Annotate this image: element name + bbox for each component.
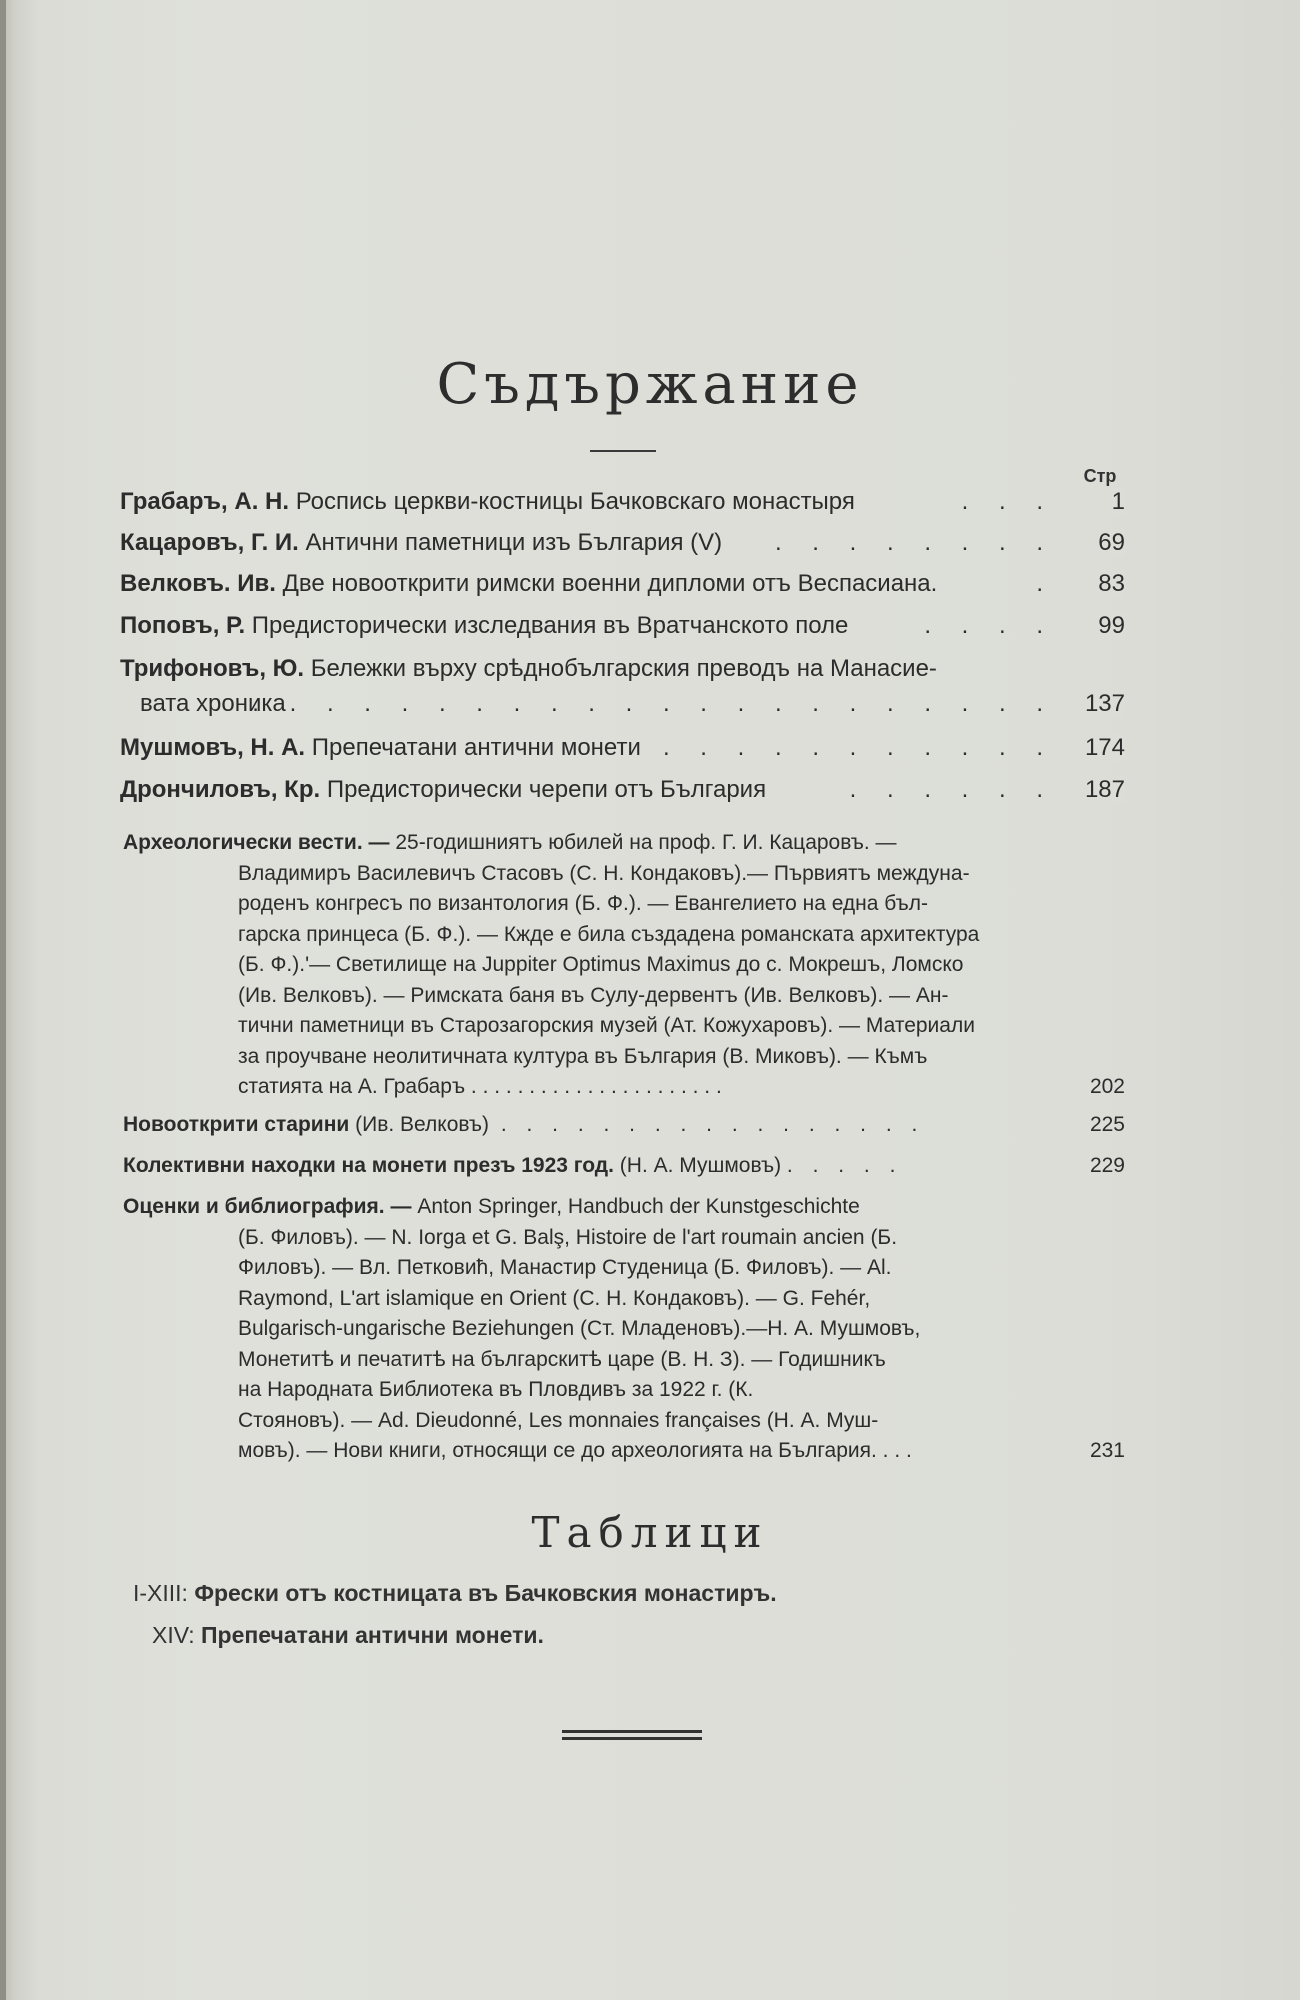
toc-leader-dots: . . . . . . . . [774,529,1055,556]
reviews-heading: Оценки и библиография. — [123,1195,412,1218]
toc-entry [120,655,1125,695]
news-page-number: 202 [1089,1075,1125,1098]
plate-entry [133,1580,777,1607]
reviews-line: Монетитѣ и печатитѣ на българскитѣ царе (В. Н. З). — Годишникъ [238,1347,886,1371]
news-line: статията на А. Грабаръ . . . . . . . . . . . . . . . . . . . . . . [238,1075,722,1098]
coins-leader-dots: . . . . . [786,1154,903,1177]
toc-entry [120,612,1125,652]
reviews-page-number: 231 [1089,1439,1125,1462]
toc-title: Препечатани антични монети [305,734,641,761]
coins-text: (Н. А. Мушмовъ) [613,1154,782,1177]
toc-title: Две новооткрити римски военни дипломи отъ Веспасиана. [275,570,938,597]
page-column-label: Стр [1083,466,1117,486]
news-line: (Б. Ф.).'— Светилище на Juppiter Optimus Maximus до с. Мокрешъ, Ломско [238,953,964,976]
page-spine-shadow [0,0,6,2000]
finds-heading: Новооткрити старини [123,1113,350,1136]
toc-title: Предисторически изследвания въ Вратчанското поле [245,612,849,639]
toc-leader-dots: . . . . . . . . . . . [662,734,1055,761]
plate-text: Препечатани антични монети. [194,1622,544,1648]
toc-page-number: 83 [1090,570,1125,598]
toc-page-number: 1 [1104,488,1125,516]
toc-title: Роспись церкви-костницы Бачковскаго монастыря [289,488,855,515]
finds-leader-dots: . . . . . . . . . . . . . . . . . [500,1113,925,1136]
toc-leader-dots: . . . . . . . . . . . . . . . . . . . . . . [252,690,1055,717]
finds-entry [123,1110,1125,1141]
toc-leader-dots: . . . . . . [849,776,1055,803]
toc-leader-dots: . . . . [924,612,1055,639]
title-divider [590,450,656,452]
news-heading: Археологически вести. — [123,831,390,854]
toc-entry [120,529,1125,569]
news-line: роденъ конгресъ по византология (Б. Ф.). — Евангелието на една бъл- [238,892,928,915]
toc-title: Бележки върху срѣднобългарския преводъ на Манасие- [304,655,937,682]
reviews-line: Филовъ). — Вл. Петковић, Манастир Студеница (Б. Филовъ). — Al. [238,1256,892,1279]
coins-entry [123,1151,1125,1182]
news-line: за проучване неолитичната култура въ България (В. Миковъ). — Къмъ [238,1044,928,1068]
toc-entry [120,488,1125,528]
news-line: 25-годишниятъ юбилей на проф. Г. И. Кацаровъ. — [389,831,897,854]
toc-title: Предисторически черепи отъ България [320,776,767,803]
toc-leader-dots: . [1036,570,1055,597]
toc-page-number: 187 [1077,776,1125,804]
toc-author: Поповъ, Р. [120,612,246,639]
coins-heading: Колективни находки на монети презъ 1923 год. [123,1154,614,1177]
toc-page-number: 174 [1077,734,1125,762]
toc-leader-dots: . . . [961,488,1055,515]
finds-text: (Ив. Велковъ) [349,1113,489,1136]
reviews-line: Anton Springer, Handbuch der Kunstgeschichte [411,1195,860,1218]
reviews-line: Raymond, L'art islamique en Orient (С. Н. Кондаковъ). — G. Fehér, [238,1286,871,1310]
reviews-line: на Народната Библиотека въ Пловдивъ за 1922 г. (К. [238,1378,754,1401]
plate-number: I-XIII: [133,1580,188,1606]
toc-author: Трифоновъ, Ю. [120,655,305,682]
page-title: Съдържание [436,352,864,417]
toc-page-number: 137 [1077,690,1125,718]
toc-entry [120,570,1125,610]
toc-page-number: 99 [1090,612,1125,640]
end-divider-bottom [562,1737,702,1740]
toc-author: Грабаръ, А. Н. [120,488,290,515]
news-line: (Ив. Велковъ). — Римската баня въ Сулу-дервентъ (Ив. Велковъ). — Ан- [238,983,949,1007]
toc-entry [120,734,1125,774]
plate-entry [152,1622,544,1649]
toc-title: вата хроника [140,690,286,717]
plate-text: Фрески отъ костницата въ Бачковския монастиръ. [187,1580,777,1606]
reviews-line: Стояновъ). — Ad. Dieudonné, Les monnaies françaises (Н. А. Муш- [238,1408,879,1432]
news-line: тични паметници въ Старозагорския музей (Ат. Кожухаровъ). — Материали [238,1014,975,1037]
reviews-line: (Б. Филовъ). — N. Iorga et G. Balş, Histoire de l'art roumain ancien (Б. [238,1225,898,1249]
reviews-line: Bulgarisch-ungarische Beziehungen (Ст. Младеновъ).—Н. А. Мушмовъ, [238,1317,921,1340]
finds-page-number: 225 [1089,1113,1125,1136]
news-line: Владимиръ Василевичъ Стасовъ (С. Н. Кондаковъ).— Първиятъ междуна- [238,861,970,885]
coins-page-number: 229 [1089,1154,1125,1177]
news-section [123,828,1125,1103]
toc-page-number: 69 [1090,529,1125,557]
plate-number: XIV: [152,1622,195,1648]
toc-author: Велковъ. Ив. [120,570,276,597]
toc-author: Дрончиловъ, Кр. [120,776,321,803]
end-divider-top [562,1730,702,1733]
toc-author: Мушмовъ, Н. А. [120,734,306,761]
news-line: гарска принцеса (Б. Ф.). — Кжде е била създадена романската архитектура [238,922,980,946]
toc-author: Кацаровъ, Г. И. [120,529,299,556]
plates-title: Таблици [531,1508,769,1557]
toc-entry-continuation [140,690,1125,730]
toc-title: Антични паметници изъ България (V) [298,529,723,556]
reviews-section [123,1192,1125,1467]
toc-entry [120,776,1125,816]
reviews-line: мовъ). — Нови книги, относящи се до археологията на България. . . . [238,1439,912,1462]
